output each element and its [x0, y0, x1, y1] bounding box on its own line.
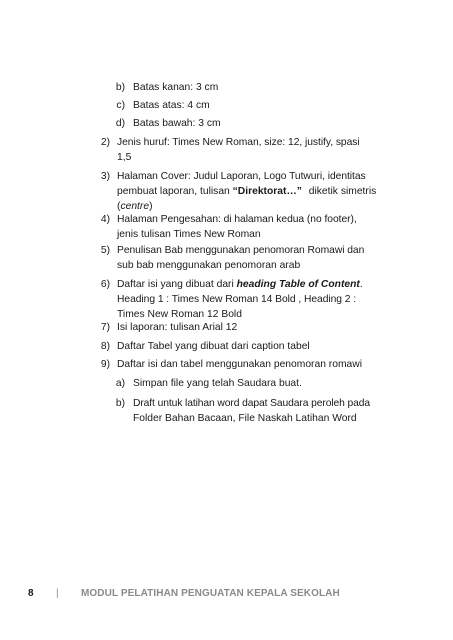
- list-text-part: pembuat laporan, tulisan: [117, 186, 230, 197]
- list-marker: a): [115, 378, 125, 389]
- list-marker: d): [115, 118, 125, 129]
- paren-open: (: [117, 201, 121, 212]
- list-marker: 4): [100, 214, 110, 225]
- list-text: Isi laporan: tulisan Arial 12: [117, 322, 238, 333]
- list-text-line: 1,5: [117, 152, 132, 163]
- paren-close: ): [149, 201, 153, 212]
- list-text: Daftar isi dan tabel menggunakan penomoran romawi: [117, 359, 362, 370]
- list-text-line: jenis tulisan Times New Roman: [117, 229, 261, 240]
- list-text: Batas atas: 4 cm: [133, 100, 210, 111]
- list-text-part: .: [359, 279, 363, 290]
- footer-separator: |: [56, 588, 59, 599]
- list-text-line: Heading 1 : Times New Roman 14 Bold , Heading 2 :: [117, 294, 357, 305]
- list-text-line: Times New Roman 12 Bold: [117, 309, 242, 320]
- footer-title: MODUL PELATIHAN PENGUATAN KEPALA SEKOLAH: [81, 588, 340, 599]
- list-text-line: Halaman Pengesahan: di halaman kedua (no footer),: [117, 214, 357, 225]
- list-text-line: Halaman Cover: Judul Laporan, Logo Tutwuri, identitas: [117, 171, 366, 182]
- list-text: Batas bawah: 3 cm: [133, 118, 221, 129]
- list-text: Batas kanan: 3 cm: [133, 82, 219, 93]
- list-marker: 6): [100, 279, 110, 290]
- list-marker: 9): [100, 359, 110, 370]
- list-marker: 3): [100, 171, 110, 182]
- list-text-part: Daftar isi yang dibuat dari: [117, 279, 234, 290]
- list-text: Simpan file yang telah Saudara buat.: [133, 378, 302, 389]
- list-text-part: diketik simetris: [308, 186, 377, 197]
- page-number: 8: [28, 588, 34, 599]
- list-marker: 7): [100, 322, 110, 333]
- italic-text: centre: [120, 201, 150, 212]
- list-text-line: Draft untuk latihan word dapat Saudara peroleh pada: [133, 398, 371, 409]
- list-marker: 5): [100, 245, 110, 256]
- emphasis-text: heading Table of Content: [236, 279, 360, 290]
- list-marker: c): [116, 100, 125, 111]
- list-text-line: Folder Bahan Bacaan, File Naskah Latihan Word: [133, 413, 357, 424]
- list-text-line: Jenis huruf: Times New Roman, size: 12, justify, spasi: [117, 137, 360, 148]
- list-text-line: sub bab menggunakan penomoran arab: [117, 260, 301, 271]
- list-marker: 2): [100, 137, 110, 148]
- list-text-line: Penulisan Bab menggunakan penomoran Romawi dan: [117, 245, 365, 256]
- list-marker: 8): [100, 341, 110, 352]
- list-marker: b): [115, 398, 125, 409]
- list-text: Daftar Tabel yang dibuat dari caption tabel: [117, 341, 310, 352]
- emphasis-text: “Direktorat…”: [232, 186, 302, 197]
- list-marker: b): [115, 82, 125, 93]
